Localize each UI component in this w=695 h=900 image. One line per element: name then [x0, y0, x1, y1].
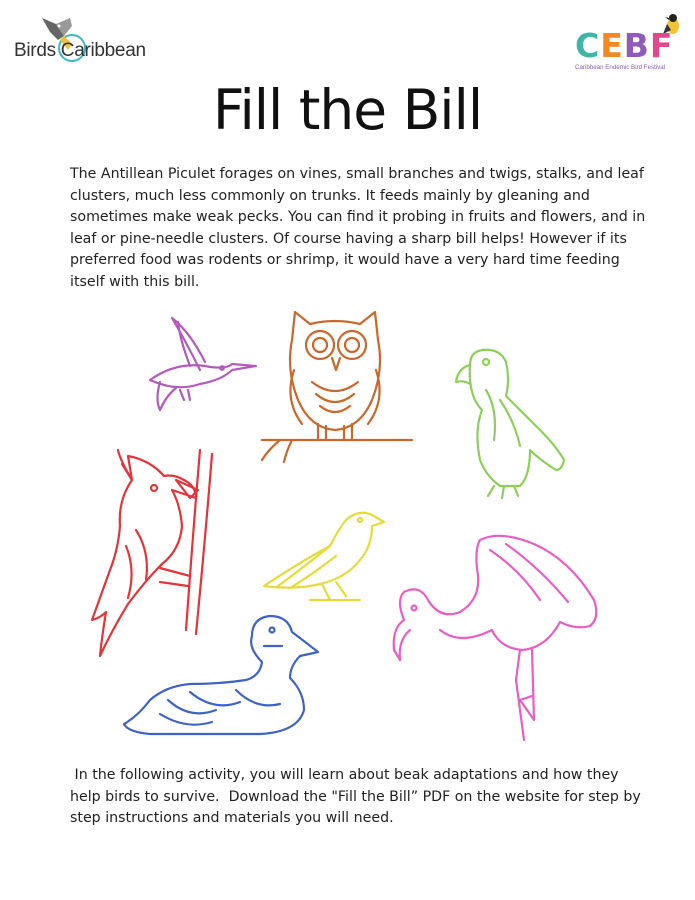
duck-illustration: [124, 616, 318, 734]
cebf-letter-f: F: [649, 26, 674, 65]
bird-illustrations: [0, 300, 695, 760]
owl-illustration: [262, 312, 412, 462]
page-title: Fill the Bill: [212, 78, 483, 142]
cebf-logo: [575, 12, 685, 76]
cardinal-illustration: [92, 450, 212, 656]
parrot-illustration: [456, 350, 564, 498]
birdscaribbean-logo: [12, 10, 172, 70]
outro-paragraph: In the following activity, you will learn about beak adaptations and how they help birds to survive. Download the "Fill the Bill” PDF on the website for step by step instructions and materials you will need.: [70, 767, 646, 827]
cebf-letter-b: B: [623, 26, 650, 65]
hummingbird-illustration: [150, 318, 256, 410]
cebf-letter-e: E: [600, 26, 624, 65]
cebf-wordmark: [575, 26, 673, 65]
intro-paragraph: The Antillean Piculet forages on vines, small branches and twigs, stalks, and leaf clusters, much less commonly on trunks. It feeds mainly by gleaning and sometimes make weak pecks. You can find it probing in fruits and flowers, and in leaf or pine-needle clusters. Of course having a sharp bill helps! However if its preferred food was rodents or shrimp, it would have a very hard time feeding itself with this bill.: [70, 166, 646, 290]
cebf-letter-c: C: [575, 26, 601, 65]
flamingo-illustration: [394, 536, 597, 740]
songbird-illustration: [264, 513, 384, 600]
cebf-tagline: Caribbean Endemic Bird Festival: [575, 64, 666, 71]
birdscaribbean-wordmark: Birds Caribbean: [14, 40, 146, 61]
